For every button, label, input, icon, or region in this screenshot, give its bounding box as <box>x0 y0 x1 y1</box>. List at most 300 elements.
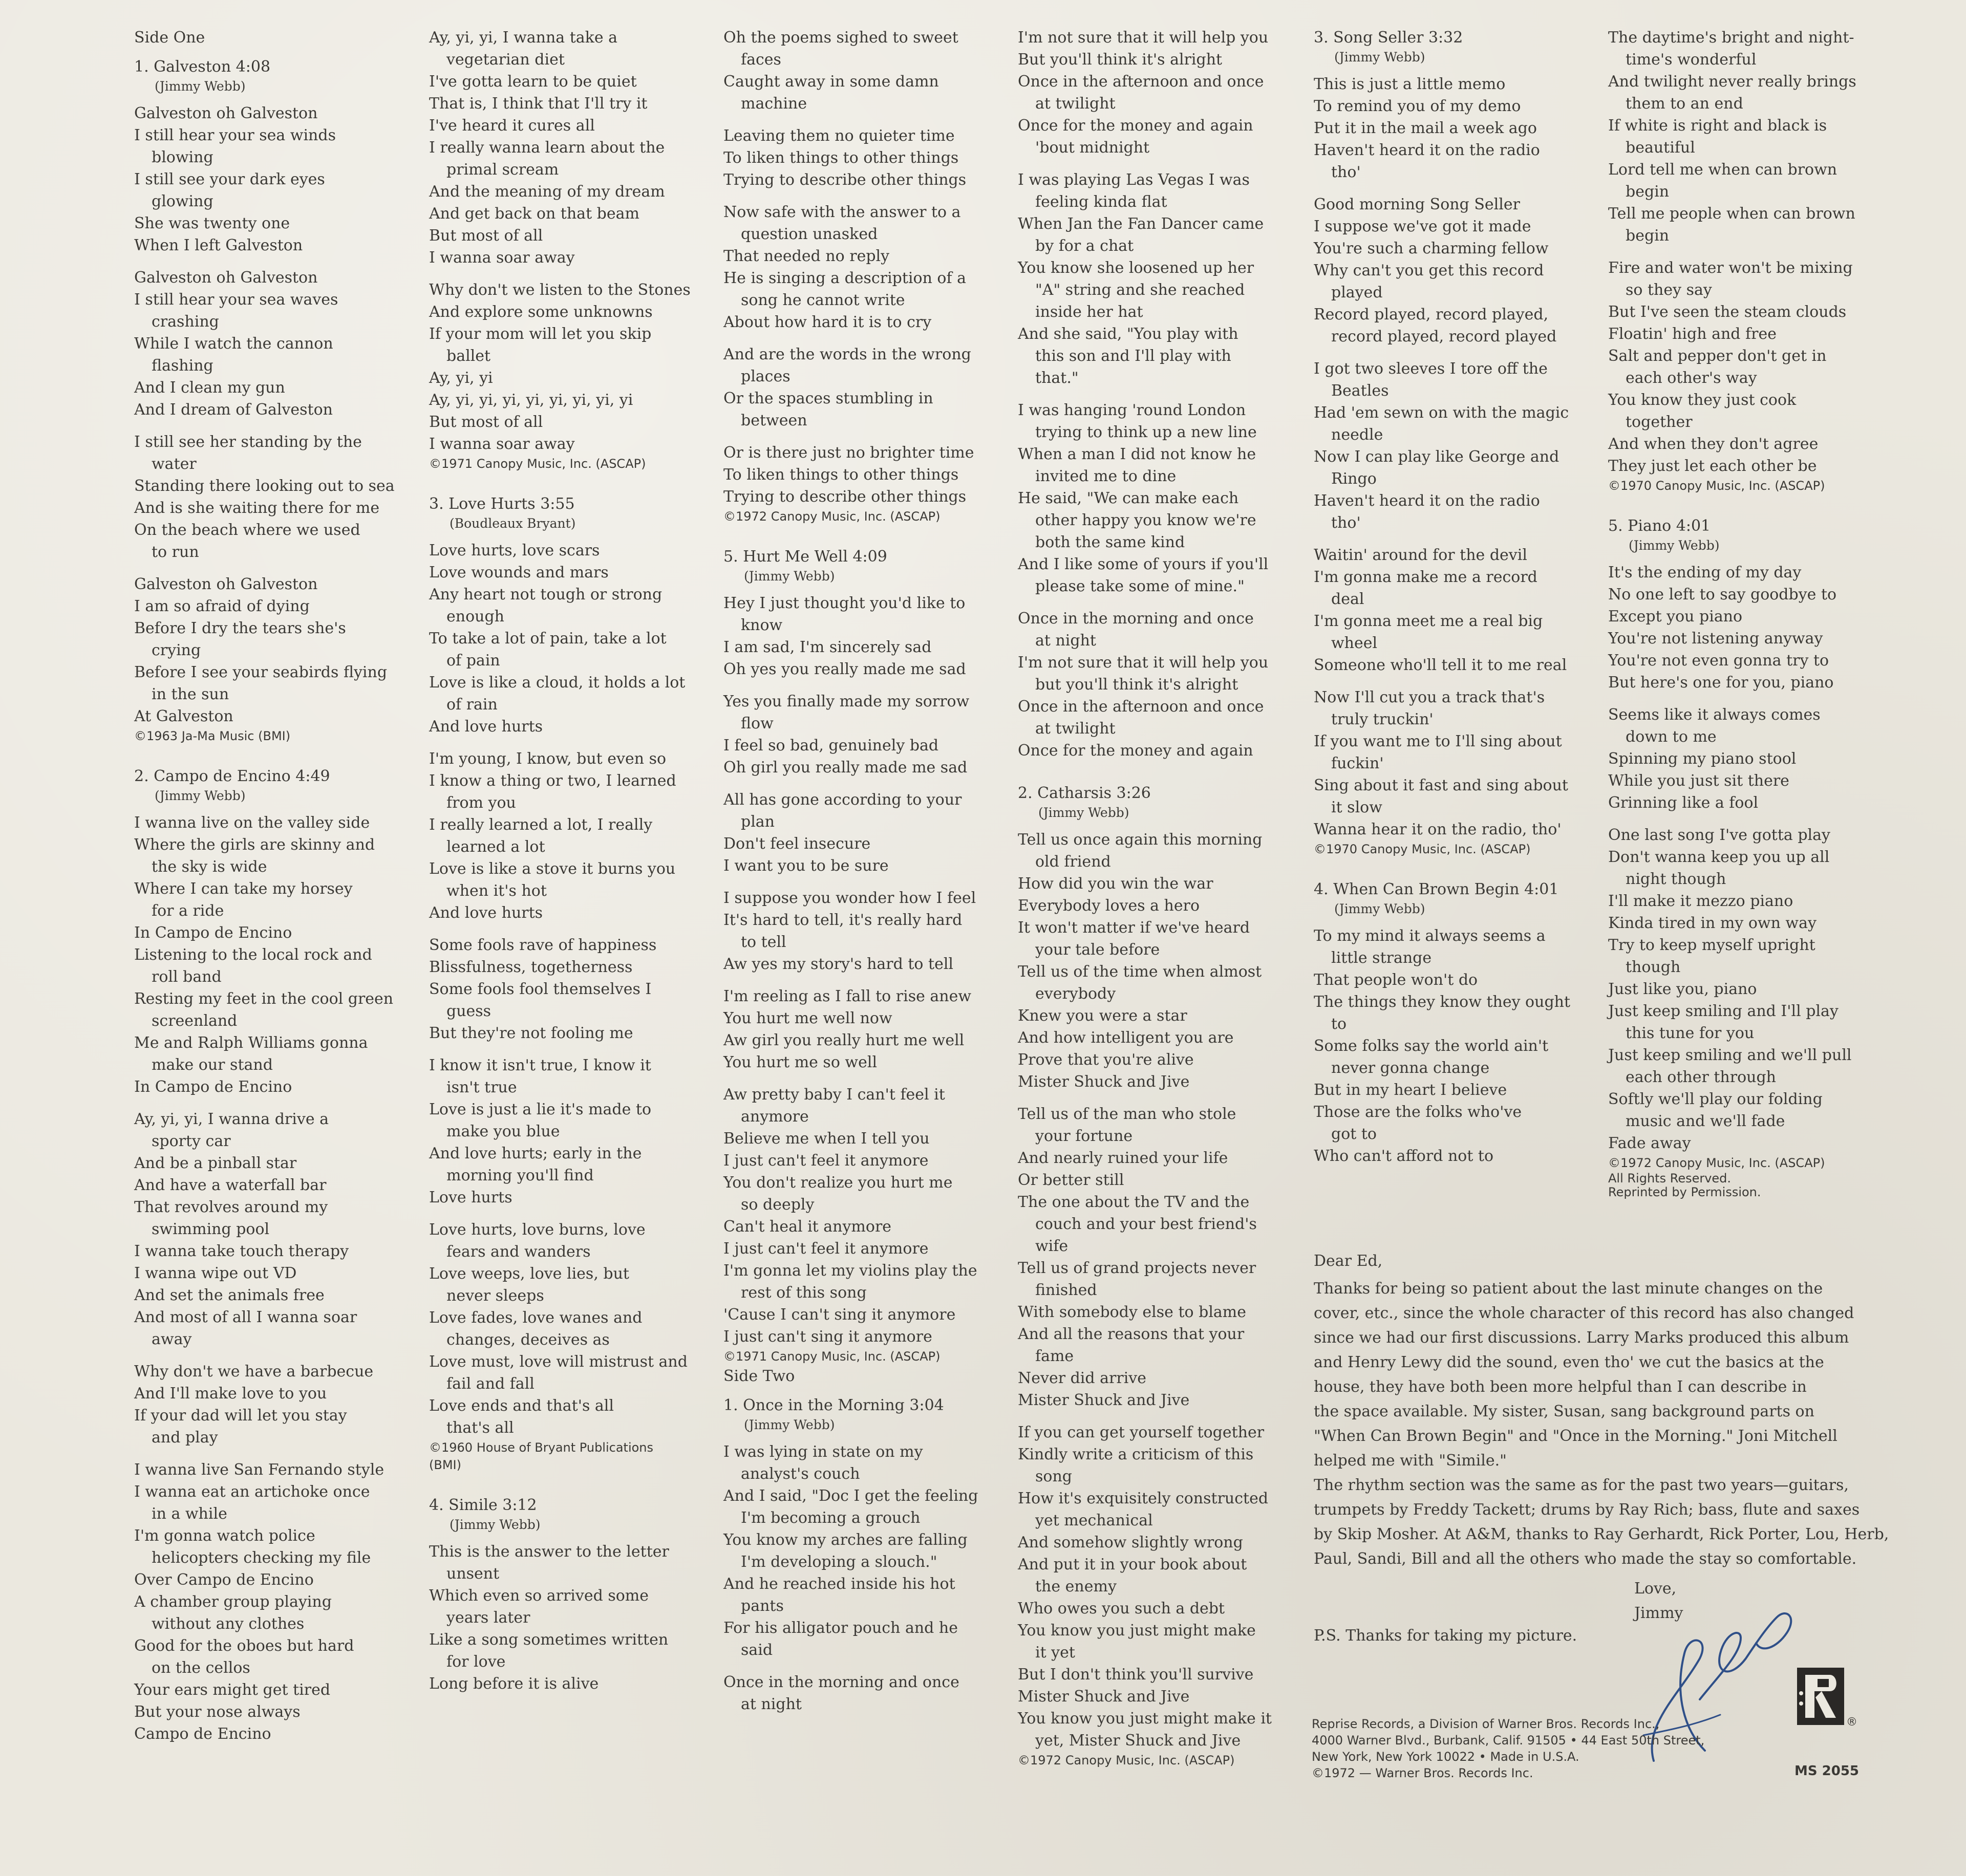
stanza-gap <box>1314 858 1600 868</box>
lyric-line: old friend <box>1035 853 1111 871</box>
lyric-line: anymore <box>741 1108 809 1126</box>
lyric-line: I got two sleeves I tore off the <box>1314 360 1548 378</box>
songwriter-credit: (Jimmy Webb) <box>1334 50 1425 64</box>
lyric-line: fears and wanders <box>446 1243 591 1261</box>
stanza-gap <box>1018 1093 1305 1103</box>
lyric-line: to <box>1331 1015 1347 1033</box>
lyric-line: For his alligator pouch and he <box>723 1619 958 1637</box>
lyric-line: record played, record played <box>1331 328 1557 346</box>
lyric-line: Just like you, piano <box>1608 980 1757 998</box>
lyric-line: at twilight <box>1035 95 1116 113</box>
lyric-line: While I watch the cannon <box>134 335 333 353</box>
lyric-line: fuckin' <box>1331 754 1384 772</box>
lyric-line: Record played, record played, <box>1314 306 1549 324</box>
lyric-line: I suppose you wonder how I feel <box>723 889 976 907</box>
lyric-line: You know you just might make it <box>1018 1710 1272 1728</box>
lyric-line: blowing <box>152 148 213 166</box>
lyric-line: to run <box>152 543 199 561</box>
lyric-line: I am sad, I'm sincerely sad <box>723 638 932 656</box>
lyric-line: Campo de Encino <box>134 1725 271 1743</box>
lyric-line: But here's one for you, piano <box>1608 674 1834 692</box>
lyric-line: Before I see your seabirds flying <box>134 663 388 681</box>
song-title: 1. Galveston 4:08 <box>134 58 271 76</box>
lyric-line: And somehow slightly wrong <box>1018 1534 1243 1551</box>
lyric-line: I wanna soar away <box>429 249 575 267</box>
lyric-line: You know they just cook <box>1608 391 1797 409</box>
lyric-line: them to an end <box>1626 95 1743 113</box>
lyric-line: Why can't you get this record <box>1314 262 1544 279</box>
catalog-number: MS 2055 <box>1794 1763 1860 1779</box>
stanza-gap <box>134 1350 421 1361</box>
credit-line: ©1972 — Warner Bros. Records Inc. <box>1312 1766 1533 1780</box>
lyric-line: little strange <box>1331 949 1432 967</box>
lyric-line: Ay, yi, yi, yi, yi, yi, yi, yi, yi <box>429 391 633 409</box>
letter-line: since we had our first discussions. Larry Marks produced this album <box>1314 1329 1849 1347</box>
lyric-line: I just can't feel it anymore <box>723 1240 929 1258</box>
lyric-line: How did you win the war <box>1018 875 1213 893</box>
lyric-line: inside her hat <box>1035 303 1143 321</box>
lyric-line: Mister Shuck and Jive <box>1018 1391 1190 1409</box>
lyric-line: And I like some of yours if you'll <box>1018 555 1269 573</box>
stanza-gap <box>134 256 421 267</box>
lyric-line: Don't wanna keep you up all <box>1608 848 1830 866</box>
lyric-line: Where the girls are skinny and <box>134 836 375 854</box>
lyric-line: I still hear your sea waves <box>134 291 338 309</box>
stanza-gap <box>1018 1411 1305 1421</box>
lyric-line: Love fades, love wanes and <box>429 1309 643 1327</box>
stanza-gap <box>429 1044 716 1054</box>
lyric-line: Resting my feet in the cool green <box>134 990 394 1008</box>
lyric-line: I was hanging 'round London <box>1018 401 1246 419</box>
lyric-line: learned a lot <box>446 838 545 856</box>
stanza-gap <box>1608 694 1895 704</box>
lyric-line: Oh the poems sighed to sweet <box>723 29 958 47</box>
lyric-line: I really learned a lot, I really <box>429 816 653 834</box>
lyric-line: your tale before <box>1035 941 1160 959</box>
stanza-gap <box>429 472 716 483</box>
lyric-line: And explore some unknowns <box>429 303 653 321</box>
lyric-line: I want you to be sure <box>723 857 889 875</box>
lyric-line: I've heard it cures all <box>429 117 595 135</box>
lyric-line: Floatin' high and free <box>1608 325 1777 343</box>
stanza-gap <box>723 779 1010 789</box>
lyric-line: To liken things to other things <box>723 466 959 484</box>
lyric-line: of pain <box>446 652 500 670</box>
lyric-line: Prove that you're alive <box>1018 1051 1194 1069</box>
copyright-notice: ©1971 Canopy Music, Inc. (ASCAP) <box>429 457 646 471</box>
lyric-line: Those are the folks who've <box>1314 1103 1522 1121</box>
lyric-line: If your dad will let you stay <box>134 1407 347 1425</box>
copyright-notice: ©1970 Canopy Music, Inc. (ASCAP) <box>1314 842 1531 856</box>
lyric-line: I was playing Las Vegas I was <box>1018 171 1250 189</box>
lyric-line: Waitin' around for the devil <box>1314 546 1527 564</box>
letter-line: trumpets by Freddy Tackett; drums by Ray Rich; bass, flute and saxes <box>1314 1501 1860 1519</box>
lyric-line: Galveston oh Galveston <box>134 575 318 593</box>
lyric-line: Once in the morning and once <box>723 1673 959 1691</box>
lyric-line: from you <box>446 794 516 812</box>
lyric-line: I'm gonna watch police <box>134 1527 315 1545</box>
lyric-line: I wanna live San Fernando style <box>134 1461 384 1479</box>
songwriter-credit: (Jimmy Webb) <box>450 1517 541 1532</box>
songwriter-credit: (Jimmy Webb) <box>744 569 835 584</box>
lyric-line: sporty car <box>152 1132 231 1150</box>
lyric-line: played <box>1331 284 1383 301</box>
lyric-line: Don't feel insecure <box>723 835 871 853</box>
lyric-line: Ay, yi, yi, I wanna drive a <box>134 1110 329 1128</box>
lyric-line: I'm young, I know, but even so <box>429 750 667 768</box>
stanza-gap <box>723 432 1010 442</box>
lyric-line: Oh girl you really made me sad <box>723 759 968 777</box>
lyric-line: Any heart not tough or strong <box>429 586 663 603</box>
stanza-gap <box>429 269 716 279</box>
lyric-line: your fortune <box>1035 1127 1133 1145</box>
lyric-line: It's the ending of my day <box>1608 564 1802 581</box>
lyric-line: I still see her standing by the <box>134 433 362 451</box>
lyric-line: Blissfulness, togetherness <box>429 958 633 976</box>
letter-line: the space available. My sister, Susan, sang background parts on <box>1314 1403 1814 1420</box>
lyric-line: Love hurts <box>429 1189 512 1206</box>
stanza-gap <box>723 333 1010 343</box>
lyric-line: each other's way <box>1626 369 1757 387</box>
stanza-gap <box>134 745 421 755</box>
lyric-line: Fade away <box>1608 1134 1691 1152</box>
lyric-line: I'm not sure that it will help you <box>1018 29 1269 47</box>
lyric-line: that." <box>1035 369 1079 387</box>
lyric-line: isn't true <box>446 1079 517 1096</box>
stanza-gap <box>429 1484 716 1494</box>
stanza-gap <box>1608 494 1895 505</box>
lyric-line: swimming pool <box>152 1220 270 1238</box>
lyric-line: without any clothes <box>152 1615 305 1633</box>
lyric-line: roll band <box>152 968 222 986</box>
lyric-line: Everybody loves a hero <box>1018 897 1200 915</box>
lyric-line: Ringo <box>1331 470 1377 488</box>
songwriter-credit: (Jimmy Webb) <box>1629 538 1720 553</box>
songwriter-credit: (Jimmy Webb) <box>155 79 246 94</box>
reprise-logo-icon <box>1797 1668 1844 1725</box>
lyric-line: Seems like it always comes <box>1608 706 1821 724</box>
lyric-line: Now I'll cut you a track that's <box>1314 688 1545 706</box>
lyric-line: Where I can take my horsey <box>134 880 353 898</box>
lyric-line: The one about the TV and the <box>1018 1193 1250 1211</box>
lyric-line: And love hurts <box>429 904 543 922</box>
lyric-line: music and we'll fade <box>1626 1112 1785 1130</box>
lyric-line: down to me <box>1626 728 1717 746</box>
lyric-line: between <box>741 412 807 429</box>
lyric-line: question unasked <box>741 225 878 243</box>
lyric-line: Caught away in some damn <box>723 73 939 91</box>
letter-line: by Skip Mosher. At A&M, thanks to Ray Gerhardt, Rick Porter, Lou, Herb, <box>1314 1525 1889 1543</box>
lyric-line: Tell us once again this morning <box>1018 831 1263 849</box>
stanza-gap <box>134 1098 421 1108</box>
lyric-line: Love must, love will mistrust and <box>429 1353 688 1371</box>
lyric-line: This is the answer to the letter <box>429 1543 669 1561</box>
lyric-line: I know a thing or two, I learned <box>429 772 676 790</box>
lyric-line: If your mom will let you skip <box>429 325 652 343</box>
lyric-line: Leaving them no quieter time <box>723 127 955 145</box>
lyric-line: When Jan the Fan Dancer came <box>1018 215 1264 233</box>
lyric-line: And be a pinball star <box>134 1154 297 1172</box>
lyric-line: I've gotta learn to be quiet <box>429 73 637 91</box>
lyric-line: Love is just a lie it's made to <box>429 1101 652 1118</box>
lyric-line: Except you piano <box>1608 608 1743 626</box>
lyric-line: In Campo de Encino <box>134 924 292 942</box>
lyric-line: Love weeps, love lies, but <box>429 1265 629 1283</box>
lyric-line: I'll make it mezzo piano <box>1608 892 1793 910</box>
stanza-gap <box>134 1449 421 1459</box>
lyric-line: in a while <box>152 1505 227 1523</box>
lyric-line: morning you'll find <box>446 1167 594 1184</box>
stanza-gap <box>1018 159 1305 169</box>
lyric-line: And love hurts <box>429 718 543 736</box>
lyric-line: About how hard it is to cry <box>723 313 932 331</box>
lyric-line: Your ears might get tired <box>134 1681 331 1699</box>
lyric-line: And I dream of Galveston <box>134 401 333 419</box>
copyright-notice: ©1972 Canopy Music, Inc. (ASCAP) <box>723 509 941 524</box>
lyric-line: Some folks say the world ain't <box>1314 1037 1549 1055</box>
lyric-line: each other through <box>1626 1068 1776 1086</box>
lyric-line: at night <box>1035 632 1096 650</box>
lyric-line: yet, Mister Shuck and Jive <box>1035 1732 1241 1750</box>
lyric-line: In Campo de Encino <box>134 1078 292 1096</box>
lyric-line: And put it in your book about <box>1018 1556 1247 1573</box>
lyric-line: I know it isn't true, I know it <box>429 1056 651 1074</box>
lyric-line: Sing about it fast and sing about <box>1314 777 1568 794</box>
lyric-line: but you'll think it's alright <box>1035 676 1238 694</box>
lyric-line: enough <box>446 608 504 626</box>
stanza-gap <box>723 680 1010 691</box>
song-title: 3. Love Hurts 3:55 <box>429 495 575 513</box>
lyric-line: I'm developing a slouch." <box>741 1553 937 1571</box>
lyric-line: Someone who'll tell it to me real <box>1314 656 1567 674</box>
lyric-line: Love hurts, love scars <box>429 542 600 559</box>
lyric-line: I'm becoming a grouch <box>741 1509 921 1527</box>
lyric-line: on the cellos <box>152 1659 250 1677</box>
lyric-line: at twilight <box>1035 720 1116 738</box>
lyric-line: And are the words in the wrong <box>723 346 971 363</box>
lyric-line: Oh yes you really made me sad <box>723 660 966 678</box>
letter-name: Jimmy <box>1634 1604 1683 1622</box>
lyric-line: Wanna hear it on the radio, tho' <box>1314 821 1562 838</box>
lyric-line: And have a waterfall bar <box>134 1176 327 1194</box>
lyric-line: know <box>741 616 783 634</box>
letter-line: helped me with "Simile." <box>1314 1452 1507 1470</box>
lyric-line: water <box>152 455 197 473</box>
lyric-line: Aw girl you really hurt me well <box>723 1031 965 1049</box>
lyric-line: While you just sit there <box>1608 772 1789 790</box>
lyric-line: And when they don't agree <box>1608 435 1819 453</box>
stanza-gap <box>723 975 1010 985</box>
lyric-line: I'm gonna meet me a real big <box>1314 612 1543 630</box>
lyric-line: Like a song sometimes written <box>429 1631 669 1649</box>
stanza-gap <box>134 755 421 765</box>
lyric-line: this tune for you <box>1626 1024 1755 1042</box>
lyric-line: make you blue <box>446 1123 560 1140</box>
lyric-line: How it's exquisitely constructed <box>1018 1490 1269 1507</box>
lyric-line: analyst's couch <box>741 1465 860 1483</box>
lyric-line: Standing there looking out to sea <box>134 477 395 495</box>
lyric-line: At Galveston <box>134 707 233 725</box>
lyric-line: I'm gonna make me a record <box>1314 568 1537 586</box>
lyric-line: Ay, yi, yi <box>429 369 493 387</box>
lyric-line: To take a lot of pain, take a lot <box>429 630 667 648</box>
lyrics-column-5 <box>1314 27 1600 1167</box>
stanza-gap <box>1018 389 1305 399</box>
credit-line: Reprise Records, a Division of Warner Bros. Records Inc., <box>1312 1717 1660 1731</box>
lyric-line: Who owes you such a debt <box>1018 1600 1225 1618</box>
lyric-line: song he cannot write <box>741 291 905 309</box>
lyric-line: Aw yes my story's hard to tell <box>723 955 954 973</box>
stanza-gap <box>429 738 716 748</box>
lyric-line: And I clean my gun <box>134 379 285 397</box>
lyric-line: Tell me people when can brown <box>1608 205 1855 223</box>
lyric-line: Lord tell me when can brown <box>1608 161 1837 179</box>
lyric-line: of rain <box>446 696 498 714</box>
lyric-line: flashing <box>152 357 213 375</box>
lyric-line: But I don't think you'll survive <box>1018 1666 1254 1684</box>
lyric-line: guess <box>446 1002 492 1020</box>
lyric-line: You're such a charming fellow <box>1314 240 1549 257</box>
lyric-line: To liken things to other things <box>723 149 959 167</box>
lyric-line: Hey I just thought you'd like to <box>723 594 966 612</box>
song-title: 1. Once in the Morning 3:04 <box>723 1396 944 1414</box>
song-title: 5. Piano 4:01 <box>1608 517 1711 535</box>
lyric-line: Love is like a stove it burns you <box>429 860 676 878</box>
lyric-line: ballet <box>446 347 491 365</box>
lyric-line: You know my arches are falling <box>723 1531 968 1549</box>
lyric-line: The things they know they ought <box>1314 993 1571 1011</box>
stanza-gap <box>1608 247 1895 257</box>
lyric-line: Kindly write a criticism of this <box>1018 1446 1254 1463</box>
stanza-gap <box>723 877 1010 887</box>
lyric-line: They just let each other be <box>1608 457 1817 475</box>
stanza-gap <box>1018 597 1305 608</box>
lyric-line: If you want me to I'll sing about <box>1314 732 1562 750</box>
lyric-line: I suppose we've got it made <box>1314 218 1531 235</box>
lyric-line: by for a chat <box>1035 237 1134 255</box>
lyric-line: Had 'em sewn on with the magic <box>1314 404 1569 422</box>
record-label-credit <box>1312 1716 1772 1781</box>
copyright-notice: ©1972 Canopy Music, Inc. (ASCAP) <box>1608 1156 1825 1170</box>
lyric-line: When I left Galveston <box>134 236 303 254</box>
stanza-gap <box>1608 814 1895 824</box>
lyric-line: it yet <box>1035 1644 1075 1662</box>
letter-closing: Love, <box>1634 1580 1677 1598</box>
credit-line: New York, New York 10022 • Made in U.S.A. <box>1312 1750 1579 1764</box>
lyric-line: And I said, "Doc I get the feeling <box>723 1487 978 1505</box>
copyright-notice: ©1971 Canopy Music, Inc. (ASCAP) <box>723 1349 941 1364</box>
lyric-line: You're not even gonna try to <box>1608 652 1829 670</box>
lyric-line: All has gone according to your <box>723 791 962 809</box>
stanza-gap <box>1314 534 1600 544</box>
lyric-line: crashing <box>152 313 219 331</box>
lyric-line: The daytime's bright and night- <box>1608 29 1854 47</box>
stanza-gap <box>723 1661 1010 1671</box>
lyric-line: please take some of mine." <box>1035 577 1245 595</box>
lyric-line: Just keep smiling and we'll pull <box>1608 1046 1852 1064</box>
lyrics-column-2 <box>429 27 716 1695</box>
songwriter-credit: (Boudleaux Bryant) <box>450 516 576 531</box>
lyric-line: Which even so arrived some <box>429 1587 649 1605</box>
song-title: 3. Song Seller 3:32 <box>1314 29 1463 47</box>
lyric-line: everybody <box>1035 985 1116 1003</box>
registered-mark: ® <box>1846 1716 1857 1729</box>
lyric-line: Yes you finally made my sorrow <box>723 693 970 710</box>
lyric-line: Haven't heard it on the radio <box>1314 492 1540 510</box>
lyric-line: Once in the afternoon and once <box>1018 73 1264 91</box>
lyric-line: got to <box>1331 1125 1377 1143</box>
lyric-line: needle <box>1331 426 1383 444</box>
lyric-line: I wanna soar away <box>429 435 575 453</box>
stanza-gap <box>1314 676 1600 686</box>
lyric-line: Now safe with the answer to a <box>723 203 961 221</box>
lyric-line: You know she loosened up her <box>1018 259 1254 277</box>
songwriter-credit: (Jimmy Webb) <box>155 788 246 803</box>
stanza-gap <box>1018 772 1305 782</box>
lyric-line: so deeply <box>741 1196 815 1214</box>
lyric-line: Or better still <box>1018 1171 1124 1189</box>
lyric-line: begin <box>1626 183 1670 201</box>
lyric-line: night though <box>1626 870 1726 888</box>
lyric-line: Kinda tired in my own way <box>1608 914 1817 932</box>
side-heading: Side One <box>134 29 205 47</box>
letter-line: Paul, Sandi, Bill and all the others who made the stay so comfortable. <box>1314 1550 1857 1568</box>
lyric-line: invited me to dine <box>1035 467 1177 485</box>
letter-line: "When Can Brown Begin" and "Once in the Morning." Joni Mitchell <box>1314 1427 1837 1445</box>
lyric-line: And get back on that beam <box>429 205 639 223</box>
lyrics-column-4 <box>1018 27 1305 1769</box>
lyric-line: And most of all I wanna soar <box>134 1308 357 1326</box>
letter-line: cover, etc., since the whole character of this record has also changed <box>1314 1304 1854 1322</box>
letter-line: house, they have both been more helpful than I can describe in <box>1314 1378 1807 1396</box>
lyric-line: You hurt me so well <box>723 1053 878 1071</box>
lyric-line: She was twenty one <box>134 214 290 232</box>
lyric-line: fame <box>1035 1347 1074 1365</box>
lyric-line: begin <box>1626 227 1670 245</box>
song-title: 2. Catharsis 3:26 <box>1018 784 1151 802</box>
copyright-notice: ©1963 Ja-Ma Music (BMI) <box>134 729 291 743</box>
lyric-line: Good for the oboes but hard <box>134 1637 354 1655</box>
lyric-line: never gonna change <box>1331 1059 1490 1077</box>
lyric-line: this son and I'll play with <box>1035 347 1231 365</box>
lyric-line: for a ride <box>152 902 224 920</box>
lyric-line: To remind you of my demo <box>1314 97 1521 115</box>
lyric-line: I'm not sure that it will help you <box>1018 654 1269 672</box>
lyric-line: I wanna take touch therapy <box>134 1242 349 1260</box>
stanza-gap <box>1608 505 1895 515</box>
lyric-line: And I'll make love to you <box>134 1385 327 1403</box>
stanza-gap <box>1314 348 1600 358</box>
song-title: 2. Campo de Encino 4:49 <box>134 767 330 785</box>
letter-salutation: Dear Ed, <box>1314 1252 1383 1270</box>
lyric-line: Why don't we listen to the Stones <box>429 281 691 299</box>
lyric-line: Once in the afternoon and once <box>1018 698 1264 716</box>
lyric-line: Believe me when I tell you <box>723 1130 930 1148</box>
lyric-line: I am so afraid of dying <box>134 597 310 615</box>
lyric-line: Put it in the mail a week ago <box>1314 119 1537 137</box>
lyric-line: A chamber group playing <box>134 1593 332 1611</box>
lyric-line: I just can't sing it anymore <box>723 1328 932 1346</box>
lyric-line: Before I dry the tears she's <box>134 619 346 637</box>
lyric-line: 'Cause I can't sing it anymore <box>723 1306 956 1324</box>
lyric-line: for love <box>446 1653 506 1671</box>
lyric-line: Once for the money and again <box>1018 742 1253 760</box>
lyric-line: years later <box>446 1609 530 1627</box>
lyric-line: And love hurts; early in the <box>429 1145 642 1162</box>
lyric-line: Long before it is alive <box>429 1675 599 1693</box>
lyric-line: Trying to describe other things <box>723 171 967 189</box>
song-title: 5. Hurt Me Well 4:09 <box>723 548 887 566</box>
